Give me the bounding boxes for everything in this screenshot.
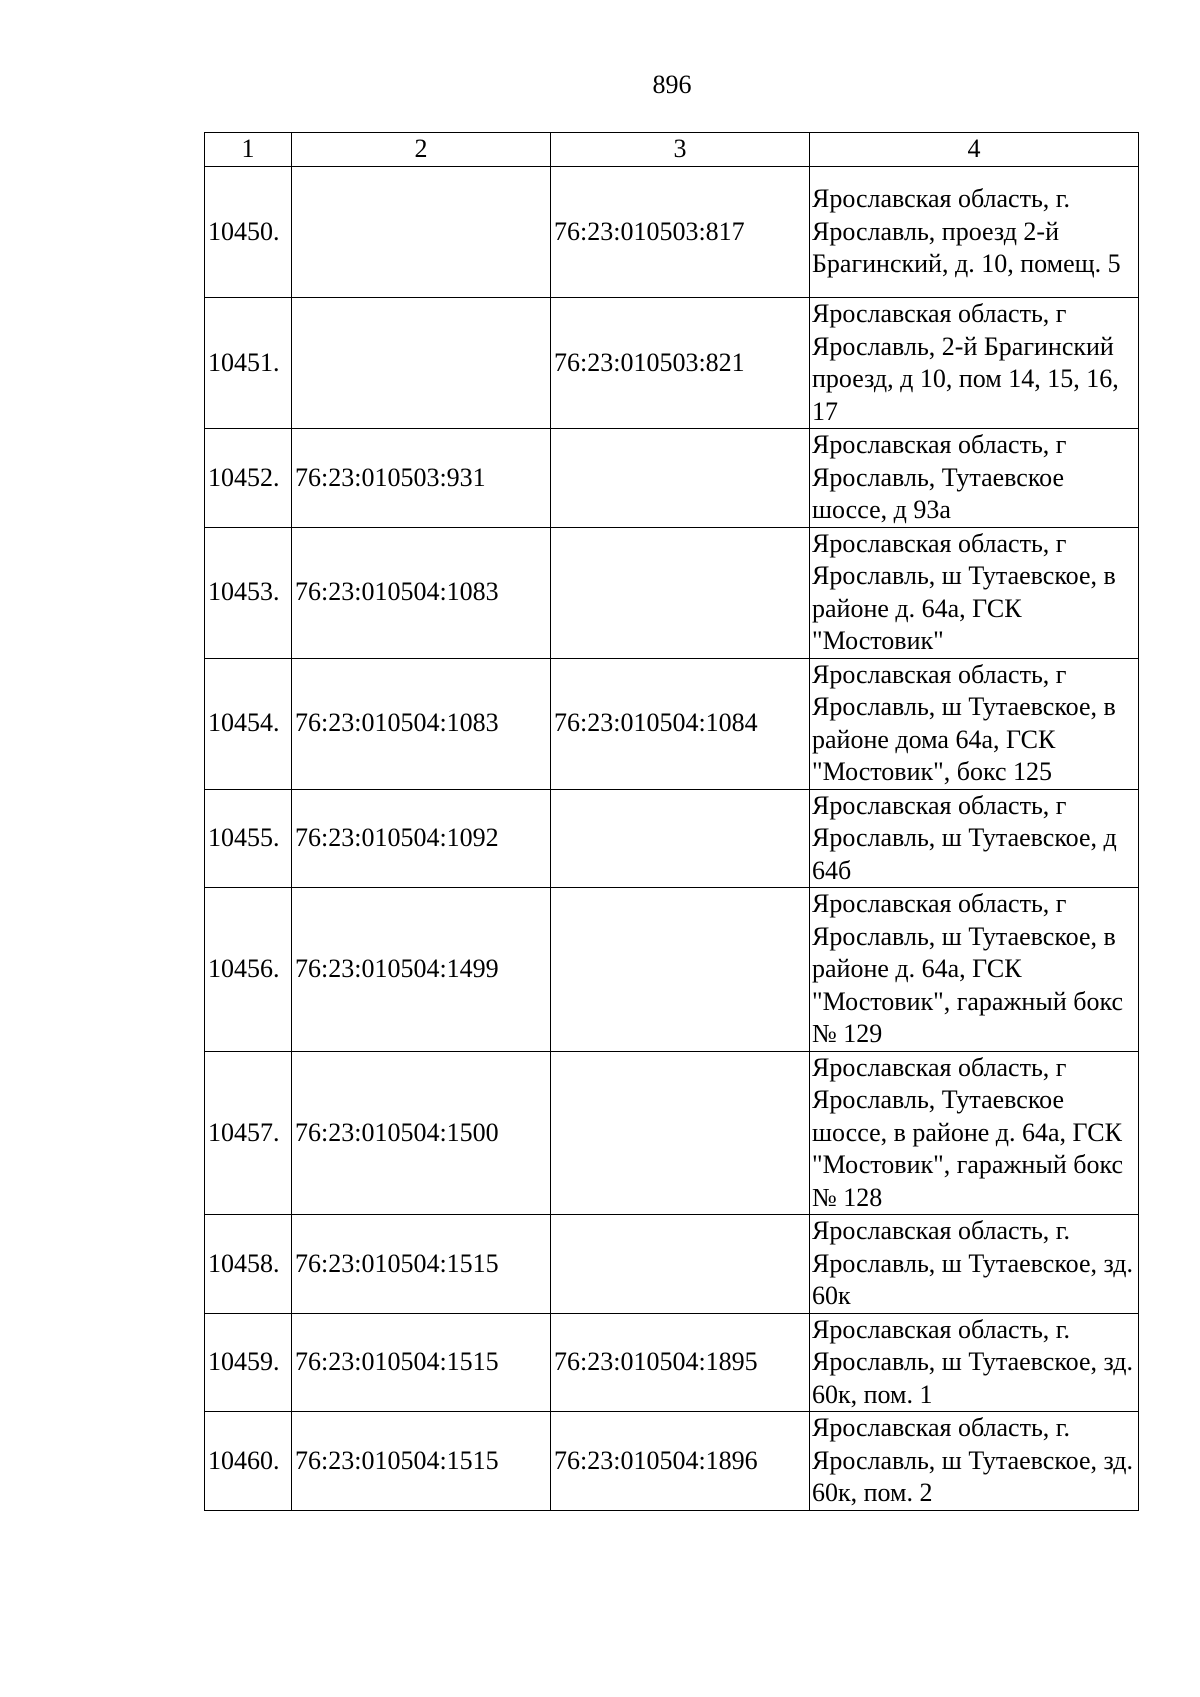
table-header-row [205, 133, 1139, 167]
row-number: 10452. [205, 429, 292, 528]
row-number: 10459. [205, 1313, 292, 1412]
cadastral-number-col2: 76:23:010503:931 [292, 429, 551, 528]
cadastral-number-col3 [551, 527, 810, 658]
table-row [205, 527, 1139, 658]
column-header-2: 2 [292, 133, 551, 167]
table-row [205, 888, 1139, 1052]
registry-table [204, 132, 1139, 1511]
address-cell: Ярославская область, г Ярославль, Тутаевское шоссе, д 93а [810, 429, 1139, 528]
cadastral-number-col3 [551, 888, 810, 1052]
column-header-3: 3 [551, 133, 810, 167]
table-row [205, 1215, 1139, 1314]
row-number: 10454. [205, 658, 292, 789]
address-cell: Ярославская область, г Ярославль, Тутаевское шоссе, в районе д. 64а, ГСК "Мостовик", гаражный бокс № 128 [810, 1051, 1139, 1215]
row-number: 10451. [205, 298, 292, 429]
cadastral-number-col2: 76:23:010504:1083 [292, 527, 551, 658]
column-header-1: 1 [205, 133, 292, 167]
address-cell: Ярославская область, г. Ярославль, ш Тутаевское, зд. 60к [810, 1215, 1139, 1314]
cadastral-number-col3 [551, 1215, 810, 1314]
table-row [205, 1412, 1139, 1511]
cadastral-number-col2 [292, 298, 551, 429]
cadastral-number-col2: 76:23:010504:1515 [292, 1215, 551, 1314]
address-cell: Ярославская область, г. Ярославль, проезд 2-й Брагинский, д. 10, помещ. 5 [810, 167, 1139, 298]
cadastral-number-col2: 76:23:010504:1499 [292, 888, 551, 1052]
row-number: 10456. [205, 888, 292, 1052]
cadastral-number-col3: 76:23:010503:817 [551, 167, 810, 298]
address-cell: Ярославская область, г. Ярославль, ш Тутаевское, зд. 60к, пом. 2 [810, 1412, 1139, 1511]
cadastral-number-col3 [551, 429, 810, 528]
address-cell: Ярославская область, г Ярославль, ш Тутаевское, в районе дома 64а, ГСК "Мостовик", бокс 125 [810, 658, 1139, 789]
address-cell: Ярославская область, г Ярославль, ш Тутаевское, в районе д. 64а, ГСК "Мостовик" [810, 527, 1139, 658]
cadastral-number-col3: 76:23:010504:1896 [551, 1412, 810, 1511]
address-cell: Ярославская область, г Ярославль, ш Тутаевское, д 64б [810, 789, 1139, 888]
table-row [205, 1313, 1139, 1412]
cadastral-number-col2: 76:23:010504:1083 [292, 658, 551, 789]
row-number: 10457. [205, 1051, 292, 1215]
cadastral-number-col2: 76:23:010504:1515 [292, 1412, 551, 1511]
cadastral-number-col3: 76:23:010504:1895 [551, 1313, 810, 1412]
row-number: 10450. [205, 167, 292, 298]
page-number: 896 [652, 70, 692, 99]
cadastral-number-col2: 76:23:010504:1515 [292, 1313, 551, 1412]
cadastral-number-col2: 76:23:010504:1500 [292, 1051, 551, 1215]
row-number: 10460. [205, 1412, 292, 1511]
cadastral-number-col3: 76:23:010504:1084 [551, 658, 810, 789]
table-row [205, 789, 1139, 888]
row-number: 10455. [205, 789, 292, 888]
table-row [205, 429, 1139, 528]
address-cell: Ярославская область, г. Ярославль, ш Тутаевское, зд. 60к, пом. 1 [810, 1313, 1139, 1412]
cadastral-number-col3 [551, 789, 810, 888]
column-header-4: 4 [810, 133, 1139, 167]
address-cell: Ярославская область, г Ярославль, ш Тутаевское, в районе д. 64а, ГСК "Мостовик", гаражный бокс № 129 [810, 888, 1139, 1052]
table-row [205, 658, 1139, 789]
row-number: 10453. [205, 527, 292, 658]
cadastral-number-col2 [292, 167, 551, 298]
cadastral-number-col3 [551, 1051, 810, 1215]
row-number: 10458. [205, 1215, 292, 1314]
table-row [205, 167, 1139, 298]
table-row [205, 298, 1139, 429]
address-cell: Ярославская область, г Ярославль, 2-й Брагинский проезд, д 10, пом 14, 15, 16, 17 [810, 298, 1139, 429]
cadastral-number-col3: 76:23:010503:821 [551, 298, 810, 429]
table-row [205, 1051, 1139, 1215]
cadastral-number-col2: 76:23:010504:1092 [292, 789, 551, 888]
